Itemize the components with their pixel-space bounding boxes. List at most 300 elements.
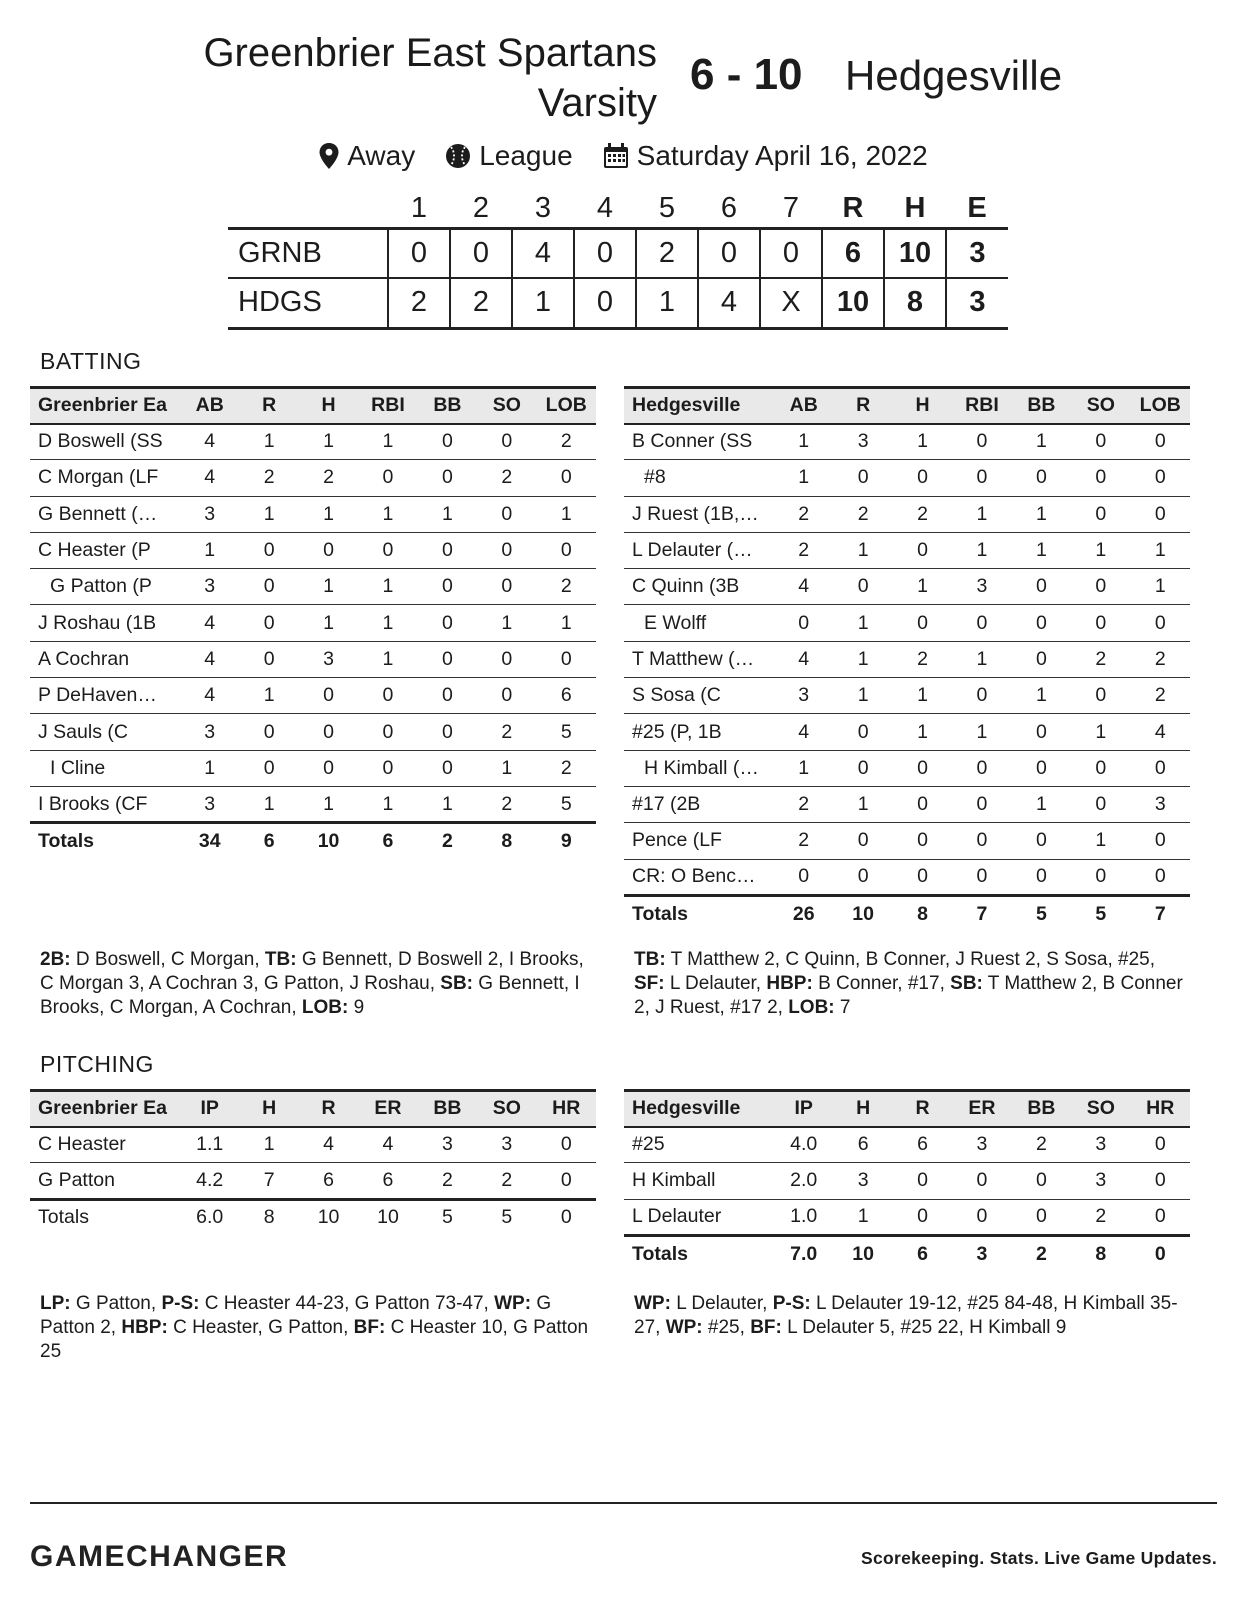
stat-cell: 3 — [952, 569, 1011, 605]
note-key: BF: — [750, 1317, 782, 1338]
stat-cell: 4 — [180, 424, 239, 460]
away-batting-notes — [634, 948, 1184, 1020]
player-row — [30, 678, 596, 714]
home-pitching-table — [30, 1089, 596, 1235]
home-pitching-notes — [40, 1292, 590, 1364]
stat-cell: 0 — [358, 532, 417, 568]
stat-cell: 2 — [537, 424, 596, 460]
player-row — [624, 750, 1190, 786]
stat-cell: 1 — [1071, 532, 1130, 568]
player-name: C Heaster (P — [30, 532, 180, 568]
location-meta — [319, 140, 415, 172]
date-meta — [603, 140, 928, 172]
stat-column-header: AB — [180, 388, 239, 424]
stat-cell: 2 — [1012, 1127, 1071, 1163]
stat-cell: 3 — [477, 1127, 536, 1163]
player-row — [624, 532, 1190, 568]
stat-cell: 1 — [952, 532, 1011, 568]
player-row — [624, 1127, 1190, 1163]
stat-cell: 0 — [952, 823, 1011, 859]
stat-cell: 0 — [537, 460, 596, 496]
player-name: G Patton (P — [30, 569, 180, 605]
stat-cell: 0 — [1131, 750, 1190, 786]
totals-cell: 9 — [537, 823, 596, 859]
stat-cell: 1 — [774, 424, 833, 460]
stat-cell: 0 — [833, 859, 892, 895]
stat-cell: 0 — [1131, 424, 1190, 460]
footer-tagline: Scorekeeping. Stats. Live Game Updates. — [861, 1548, 1217, 1568]
stat-cell: 0 — [1131, 496, 1190, 532]
stat-cell: 1 — [833, 532, 892, 568]
stat-column-header: AB — [774, 388, 833, 424]
player-name: J Roshau (1B — [30, 605, 180, 641]
stat-cell: 0 — [1131, 460, 1190, 496]
stat-cell: 0 — [1012, 1163, 1071, 1199]
note-value: L Delauter 19-12, #25 84-48, H Kimball 35-27, — [634, 1293, 1178, 1338]
stat-cell: 0 — [418, 714, 477, 750]
inning-score: 0 — [388, 228, 450, 278]
player-row — [624, 859, 1190, 895]
stat-cell: 1 — [774, 750, 833, 786]
stat-cell: 1 — [299, 569, 358, 605]
inning-score: 1 — [636, 278, 698, 328]
game-type-label: League — [479, 140, 573, 171]
stat-cell: 0 — [418, 678, 477, 714]
errors-header: E — [967, 191, 987, 224]
stat-column-header: ER — [358, 1091, 417, 1127]
stat-cell: 3 — [180, 714, 239, 750]
stat-cell: 4 — [180, 605, 239, 641]
player-name: I Brooks (CF — [30, 786, 180, 822]
inning-score: 2 — [388, 278, 450, 328]
stat-cell: 0 — [893, 859, 952, 895]
totals-label: Totals — [30, 1199, 180, 1235]
note-value: L Delauter 5, #25 22, H Kimball 9 — [781, 1317, 1067, 1338]
note-key: LOB: — [788, 997, 835, 1018]
note-value: G Patton, — [70, 1293, 162, 1314]
stat-cell: 0 — [299, 714, 358, 750]
stat-cell: 1 — [537, 496, 596, 532]
stat-column-header: ER — [952, 1091, 1011, 1127]
inning-header: 7 — [782, 191, 800, 224]
stat-cell: 0 — [1131, 1199, 1190, 1235]
totals-cell: 6.0 — [180, 1199, 239, 1235]
stat-cell: 1 — [299, 496, 358, 532]
stat-cell: 1 — [893, 678, 952, 714]
linescore-team-header — [228, 190, 388, 228]
stat-cell: 3 — [180, 569, 239, 605]
stat-cell: 0 — [1012, 714, 1071, 750]
stat-cell: 0 — [239, 605, 298, 641]
note-value: G Patton 2, — [40, 1293, 552, 1338]
player-row — [624, 424, 1190, 460]
stat-cell: 1 — [180, 532, 239, 568]
stat-cell: 4 — [358, 1127, 417, 1163]
runs-total: 10 — [822, 278, 884, 328]
baseball-icon — [445, 143, 471, 169]
stat-cell: 0 — [1012, 641, 1071, 677]
stat-cell: 0 — [1071, 424, 1130, 460]
note-key: HBP: — [121, 1317, 168, 1338]
stat-cell: 0 — [1071, 786, 1130, 822]
player-row — [624, 1199, 1190, 1235]
stat-cell: 1 — [1131, 569, 1190, 605]
stat-cell: 0 — [1012, 859, 1071, 895]
player-row — [30, 532, 596, 568]
stat-cell: 2 — [477, 786, 536, 822]
note-value: B Conner, #17, — [812, 973, 951, 994]
stat-cell: 1 — [418, 786, 477, 822]
errors-total: 3 — [946, 228, 1008, 278]
note-value: C Heaster 44-23, G Patton 73-47, — [199, 1293, 495, 1314]
stat-cell: 6 — [358, 1163, 417, 1199]
stat-cell: 0 — [418, 605, 477, 641]
hits-header: H — [904, 191, 926, 224]
totals-cell: 8 — [893, 895, 952, 931]
stat-cell: 0 — [239, 569, 298, 605]
stat-cell: 1 — [1071, 714, 1130, 750]
batting-section-title: BATTING — [40, 348, 142, 374]
stat-cell: 1 — [239, 678, 298, 714]
stat-cell: 4 — [180, 641, 239, 677]
note-key: SB: — [440, 973, 474, 994]
stat-cell: 1 — [358, 605, 417, 641]
stat-cell: 2 — [239, 460, 298, 496]
note-key: WP: — [494, 1293, 532, 1314]
stat-cell: 2 — [774, 532, 833, 568]
stat-cell: 1 — [1012, 424, 1071, 460]
date-label: Saturday April 16, 2022 — [636, 140, 928, 171]
table-header-row — [624, 388, 1190, 424]
linescore-header-row — [228, 190, 1008, 228]
stat-column-header: BB — [1012, 1091, 1071, 1127]
stat-cell: 4 — [774, 714, 833, 750]
totals-cell: 5 — [1012, 895, 1071, 931]
stat-cell: 6 — [537, 678, 596, 714]
stat-cell: 0 — [537, 1163, 596, 1199]
player-name: S Sosa (C — [624, 678, 774, 714]
stat-cell: 0 — [1012, 1199, 1071, 1235]
player-name: L Delauter (… — [624, 532, 774, 568]
totals-cell: 2 — [418, 823, 477, 859]
player-name: P DeHaven… — [30, 678, 180, 714]
stat-column-header: BB — [1012, 388, 1071, 424]
inning-header: 2 — [472, 191, 490, 224]
stat-cell: 1 — [358, 496, 417, 532]
totals-cell: 10 — [299, 1199, 358, 1235]
linescore-row — [228, 228, 1008, 278]
runs-header: R — [842, 191, 864, 224]
stat-cell: 1 — [1071, 823, 1130, 859]
stat-cell: 0 — [952, 605, 1011, 641]
inning-score: 0 — [760, 228, 822, 278]
stat-cell: 1 — [833, 1199, 892, 1235]
note-value: C Heaster, G Patton, — [167, 1317, 354, 1338]
player-row — [624, 496, 1190, 532]
stat-cell: 5 — [537, 786, 596, 822]
stat-column-header: IP — [180, 1091, 239, 1127]
stat-cell: 0 — [418, 532, 477, 568]
stat-cell: 3 — [774, 678, 833, 714]
player-row — [624, 569, 1190, 605]
stat-cell: 0 — [1071, 750, 1130, 786]
player-name: #17 (2B — [624, 786, 774, 822]
stat-column-header: SO — [1071, 1091, 1130, 1127]
player-name: G Bennett (… — [30, 496, 180, 532]
away-pitching-notes — [634, 1292, 1184, 1340]
team-column-header: Greenbrier Ea — [30, 388, 180, 424]
stat-cell: 2 — [537, 569, 596, 605]
stat-cell: 3 — [1071, 1127, 1130, 1163]
stat-cell: 0 — [952, 859, 1011, 895]
stat-cell: 0 — [1012, 460, 1071, 496]
note-key: WP: — [634, 1293, 671, 1314]
stat-column-header: SO — [1071, 388, 1130, 424]
stat-cell: 1 — [952, 641, 1011, 677]
stat-cell: 0 — [1071, 496, 1130, 532]
stat-cell: 0 — [833, 569, 892, 605]
linescore-team: GRNB — [228, 228, 388, 278]
stat-cell: 0 — [893, 460, 952, 496]
linescore-team: HDGS — [228, 278, 388, 328]
stat-cell: 0 — [893, 532, 952, 568]
note-value: C Heaster 10, G Patton 25 — [40, 1317, 589, 1362]
table-header-row — [30, 388, 596, 424]
player-row — [624, 823, 1190, 859]
player-row — [30, 1163, 596, 1199]
note-key: TB: — [264, 949, 297, 970]
inning-header: 5 — [658, 191, 676, 224]
stat-cell: 0 — [537, 641, 596, 677]
stat-cell: 1 — [1012, 786, 1071, 822]
totals-cell: 7.0 — [774, 1235, 833, 1271]
player-row — [30, 750, 596, 786]
stat-cell: 3 — [418, 1127, 477, 1163]
note-key: TB: — [634, 949, 666, 970]
stat-cell: 7 — [239, 1163, 298, 1199]
stat-cell: 0 — [299, 750, 358, 786]
stat-cell: 1 — [299, 786, 358, 822]
stat-cell: 0 — [893, 1163, 952, 1199]
stat-cell: 3 — [180, 786, 239, 822]
home-batting-table — [30, 386, 596, 859]
stat-cell: 0 — [833, 823, 892, 859]
totals-cell: 10 — [358, 1199, 417, 1235]
totals-cell: 10 — [833, 1235, 892, 1271]
player-name: Pence (LF — [624, 823, 774, 859]
totals-cell: 2 — [1012, 1235, 1071, 1271]
player-row — [30, 605, 596, 641]
stat-cell: 0 — [477, 678, 536, 714]
stat-cell: 2 — [774, 786, 833, 822]
stat-cell: 2 — [833, 496, 892, 532]
player-row — [624, 460, 1190, 496]
totals-cell: 6 — [893, 1235, 952, 1271]
stat-cell: 0 — [477, 641, 536, 677]
location-pin-icon — [319, 143, 339, 169]
totals-cell: 0 — [537, 1199, 596, 1235]
note-value: T Matthew 2, C Quinn, B Conner, J Ruest 2, S Sosa, #25, — [665, 949, 1155, 970]
stat-cell: 0 — [833, 460, 892, 496]
stat-cell: 4 — [180, 460, 239, 496]
inning-header: 6 — [720, 191, 738, 224]
stat-cell: 1 — [239, 786, 298, 822]
game-header — [0, 28, 1247, 128]
stat-cell: 1 — [477, 750, 536, 786]
stat-cell: 2 — [477, 460, 536, 496]
team-column-header: Hedgesville — [624, 1091, 774, 1127]
stat-cell: 0 — [893, 786, 952, 822]
hits-total: 8 — [884, 278, 946, 328]
stat-cell: 6 — [893, 1127, 952, 1163]
inning-score: 0 — [574, 228, 636, 278]
note-value: G Bennett, D Boswell 2, I Brooks, C Morgan 3, A Cochran 3, G Patton, J Roshau, — [40, 949, 584, 994]
stat-column-header: HR — [537, 1091, 596, 1127]
stat-cell: 0 — [893, 823, 952, 859]
stat-cell: 0 — [358, 460, 417, 496]
stat-cell: 2 — [477, 714, 536, 750]
totals-cell: 5 — [418, 1199, 477, 1235]
stat-cell: 0 — [477, 532, 536, 568]
away-pitching-table — [624, 1089, 1190, 1272]
player-name: C Morgan (LF — [30, 460, 180, 496]
stat-cell: 0 — [358, 750, 417, 786]
home-batting-notes — [40, 948, 590, 1020]
inning-score: X — [760, 278, 822, 328]
stat-cell: 0 — [774, 859, 833, 895]
stat-cell: 0 — [418, 569, 477, 605]
stat-cell: 0 — [833, 714, 892, 750]
player-row — [30, 714, 596, 750]
totals-cell: 10 — [833, 895, 892, 931]
player-name: J Sauls (C — [30, 714, 180, 750]
note-key: P-S: — [772, 1293, 811, 1314]
stat-column-header: HR — [1131, 1091, 1190, 1127]
stat-cell: 6 — [833, 1127, 892, 1163]
stat-cell: 0 — [952, 1199, 1011, 1235]
note-value: 7 — [834, 997, 851, 1018]
player-row — [30, 496, 596, 532]
game-meta — [0, 140, 1247, 172]
stat-cell: 2 — [1131, 678, 1190, 714]
totals-cell: 34 — [180, 823, 239, 859]
note-key: WP: — [665, 1317, 703, 1338]
player-row — [30, 1127, 596, 1163]
stat-cell: 0 — [418, 460, 477, 496]
table-header-row — [624, 1091, 1190, 1127]
stat-column-header: R — [299, 1091, 358, 1127]
stat-cell: 0 — [239, 532, 298, 568]
stat-cell: 0 — [774, 605, 833, 641]
note-value: L Delauter, — [664, 973, 767, 994]
location-label: Away — [347, 140, 416, 171]
stat-cell: 1 — [239, 424, 298, 460]
stat-cell: 1 — [833, 678, 892, 714]
stat-cell: 1 — [239, 1127, 298, 1163]
stat-cell: 1 — [833, 605, 892, 641]
player-name: #25 (P, 1B — [624, 714, 774, 750]
totals-label: Totals — [30, 823, 180, 859]
stat-cell: 0 — [1131, 1163, 1190, 1199]
player-name: D Boswell (SS — [30, 424, 180, 460]
totals-label: Totals — [624, 895, 774, 931]
stat-cell: 2 — [299, 460, 358, 496]
inning-score: 0 — [450, 228, 512, 278]
stat-cell: 1 — [833, 641, 892, 677]
stat-cell: 0 — [1131, 1127, 1190, 1163]
stat-cell: 0 — [893, 750, 952, 786]
stat-cell: 0 — [537, 1127, 596, 1163]
stat-cell: 0 — [1012, 750, 1071, 786]
stat-cell: 0 — [1071, 678, 1130, 714]
note-key: HBP: — [766, 973, 813, 994]
stat-cell: 0 — [418, 641, 477, 677]
player-row — [624, 641, 1190, 677]
stat-cell: 2 — [774, 496, 833, 532]
calendar-icon — [603, 143, 629, 169]
stat-cell: 3 — [180, 496, 239, 532]
totals-cell: 8 — [477, 823, 536, 859]
stat-cell: 1 — [239, 496, 298, 532]
stat-cell: 6 — [299, 1163, 358, 1199]
stat-cell: 3 — [1071, 1163, 1130, 1199]
player-name: C Quinn (3B — [624, 569, 774, 605]
stat-cell: 0 — [477, 496, 536, 532]
table-header-row — [30, 1091, 596, 1127]
totals-cell: 7 — [952, 895, 1011, 931]
totals-row — [624, 895, 1190, 931]
player-row — [30, 641, 596, 677]
player-row — [30, 460, 596, 496]
stat-column-header: R — [833, 388, 892, 424]
stat-cell: 1 — [358, 569, 417, 605]
note-key: SB: — [950, 973, 983, 994]
player-name: #25 — [624, 1127, 774, 1163]
note-key: BF: — [353, 1317, 386, 1338]
note-value: L Delauter, — [670, 1293, 773, 1314]
stat-cell: 0 — [1071, 460, 1130, 496]
stat-cell: 1 — [537, 605, 596, 641]
stat-cell: 1 — [418, 496, 477, 532]
player-row — [624, 605, 1190, 641]
note-key: P-S: — [161, 1293, 200, 1314]
player-name: H Kimball — [624, 1163, 774, 1199]
note-value: T Matthew 2, B Conner 2, J Ruest, #17 2, — [634, 973, 1183, 1018]
stat-cell: 0 — [893, 1199, 952, 1235]
stat-column-header: RBI — [358, 388, 417, 424]
stat-cell: 0 — [1012, 569, 1071, 605]
stat-cell: 0 — [239, 714, 298, 750]
player-row — [624, 714, 1190, 750]
player-row — [30, 786, 596, 822]
stat-cell: 0 — [477, 424, 536, 460]
stat-cell: 4.2 — [180, 1163, 239, 1199]
totals-cell: 10 — [299, 823, 358, 859]
inning-header: 3 — [534, 191, 552, 224]
away-batting-table — [624, 386, 1190, 932]
totals-row — [30, 1199, 596, 1235]
stat-column-header: H — [299, 388, 358, 424]
inning-score: 0 — [574, 278, 636, 328]
totals-cell: 8 — [1071, 1235, 1130, 1271]
inning-score: 2 — [636, 228, 698, 278]
gamechanger-logo: GAMECHANGER — [30, 1540, 289, 1573]
stat-cell: 2 — [1071, 1199, 1130, 1235]
stat-column-header: BB — [418, 1091, 477, 1127]
stat-cell: 4 — [1131, 714, 1190, 750]
stat-cell: 2.0 — [774, 1163, 833, 1199]
inning-score: 0 — [698, 228, 760, 278]
